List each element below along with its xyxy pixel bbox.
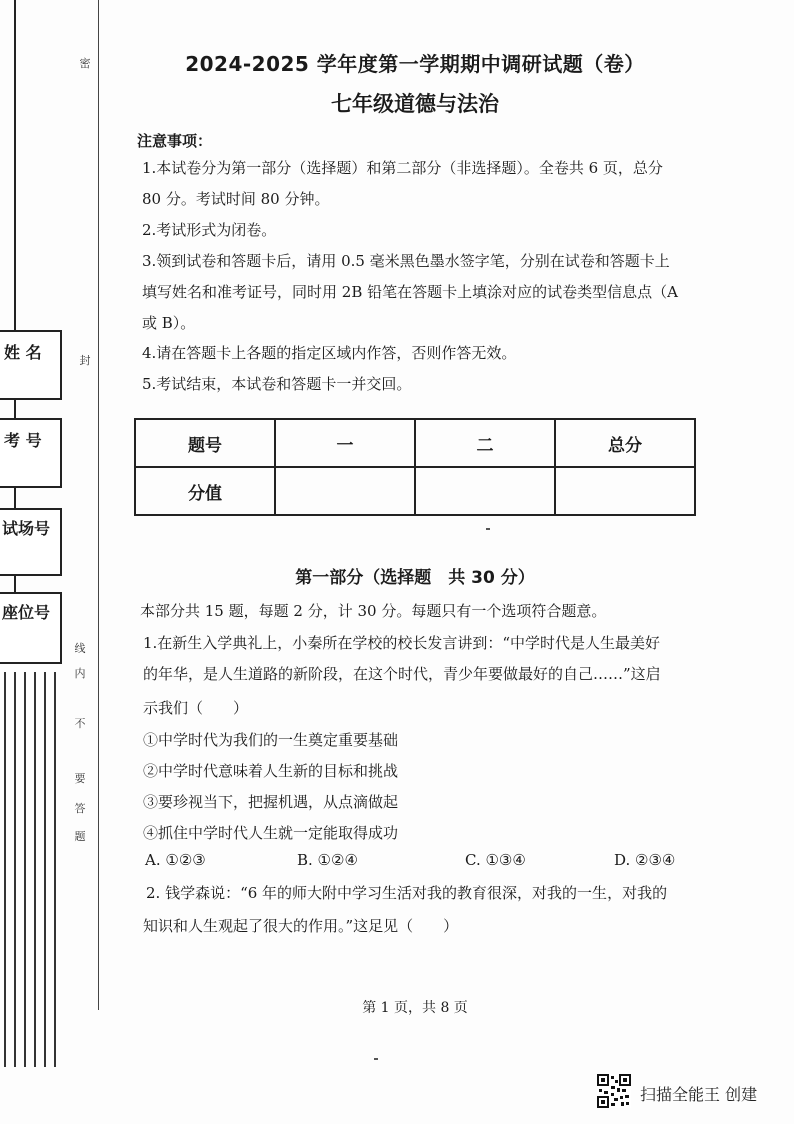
scan-speck <box>486 528 490 530</box>
scan-speck <box>374 1058 378 1060</box>
binding-stripe <box>44 672 46 1067</box>
exam-room-box[interactable] <box>0 508 62 576</box>
question-2-text: 知识和人生观起了很大的作用。”这足见（ ） <box>143 917 459 935</box>
score-table-header-cell: 二 <box>415 419 555 467</box>
exam-number-label: 考 号 <box>4 431 42 450</box>
seal-char: 封 <box>79 354 91 367</box>
score-table <box>134 418 696 516</box>
seal-char: 线 <box>74 642 86 655</box>
binding-stripe <box>24 672 26 1067</box>
question-1-option-a[interactable]: A. ①②③ <box>145 851 206 869</box>
question-1-statement: ④抓住中学时代人生就一定能取得成功 <box>143 824 399 842</box>
score-table-header-cell: 一 <box>275 419 415 467</box>
seat-number-box[interactable] <box>0 592 62 664</box>
score-table-header-cell: 总分 <box>555 419 695 467</box>
question-1-text: 1.在新生入学典礼上，小秦所在学校的校长发言讲到：“中学时代是人生最美好 <box>143 634 660 652</box>
note-line: 3.领到试卷和答题卡后，请用 0.5 毫米黑色墨水签字笔，分别在试卷和答题卡上 <box>142 252 670 270</box>
qr-code-icon <box>597 1074 631 1108</box>
note-line: 或 B）。 <box>142 314 196 332</box>
binding-stripe <box>54 672 56 1067</box>
question-1-statement: ②中学时代意味着人生新的目标和挑战 <box>143 762 399 780</box>
seal-char: 密 <box>79 57 91 70</box>
score-cell-part1[interactable] <box>275 467 415 515</box>
note-line: 80 分。考试时间 80 分钟。 <box>142 190 330 208</box>
exam-title: 2024-2025 学年度第一学期期中调研试题（卷） <box>185 52 645 76</box>
exam-room-label: 试场号 <box>2 519 51 538</box>
score-table-header-row <box>135 419 695 467</box>
notes-heading: 注意事项： <box>137 132 213 150</box>
score-table-row-label: 分值 <box>135 467 275 515</box>
binding-stripe <box>14 672 16 1067</box>
note-line: 1.本试卷分为第一部分（选择题）和第二部分（非选择题）。全卷共 6 页，总分 <box>142 159 663 177</box>
exam-subject: 七年级道德与法治 <box>331 92 499 116</box>
question-1-text: 的年华，是人生道路的新阶段，在这个时代，青少年要做最好的自己……”这启 <box>143 665 661 683</box>
question-2-text: 2. 钱学森说：“6 年的师大附中学习生活对我的教育很深，对我的一生，对我的 <box>146 884 668 902</box>
question-1-statement: ③要珍视当下，把握机遇，从点滴做起 <box>143 793 399 811</box>
name-label: 姓 名 <box>4 343 42 362</box>
exam-number-box[interactable] <box>0 418 62 488</box>
part1-title: 第一部分（选择题 共 30 分） <box>295 568 535 588</box>
note-line: 5.考试结束，本试卷和答题卡一并交回。 <box>142 375 412 393</box>
binding-stripe <box>34 672 36 1067</box>
seal-char: 答 <box>74 802 86 815</box>
seal-char: 题 <box>74 830 86 843</box>
binding-line-inner <box>98 0 99 1010</box>
name-box[interactable] <box>0 330 62 400</box>
question-1-statement: ①中学时代为我们的一生奠定重要基础 <box>143 731 399 749</box>
question-1-text: 示我们（ ） <box>143 699 249 717</box>
score-table-header-cell: 题号 <box>135 419 275 467</box>
binding-stripe <box>4 672 6 1067</box>
score-table-row <box>135 467 695 515</box>
seal-char: 内 <box>74 667 86 680</box>
seal-char: 要 <box>74 772 86 785</box>
question-1-option-d[interactable]: D. ②③④ <box>614 851 676 869</box>
seal-char: 不 <box>74 717 86 730</box>
part1-instructions: 本部分共 15 题，每题 2 分，计 30 分。每题只有一个选项符合题意。 <box>140 602 607 620</box>
scanner-watermark: 扫描全能王 创建 <box>640 1085 758 1104</box>
question-1-option-b[interactable]: B. ①②④ <box>297 851 358 869</box>
score-cell-part2[interactable] <box>415 467 555 515</box>
question-1-option-c[interactable]: C. ①③④ <box>465 851 526 869</box>
note-line: 4.请在答题卡上各题的指定区域内作答，否则作答无效。 <box>142 344 517 362</box>
note-line: 2.考试形式为闭卷。 <box>142 221 277 239</box>
score-cell-total[interactable] <box>555 467 695 515</box>
page-number: 第 1 页，共 8 页 <box>362 1000 468 1016</box>
seat-number-label: 座位号 <box>2 603 51 622</box>
note-line: 填写姓名和准考证号，同时用 2B 铅笔在答题卡上填涂对应的试卷类型信息点（A <box>142 283 678 301</box>
